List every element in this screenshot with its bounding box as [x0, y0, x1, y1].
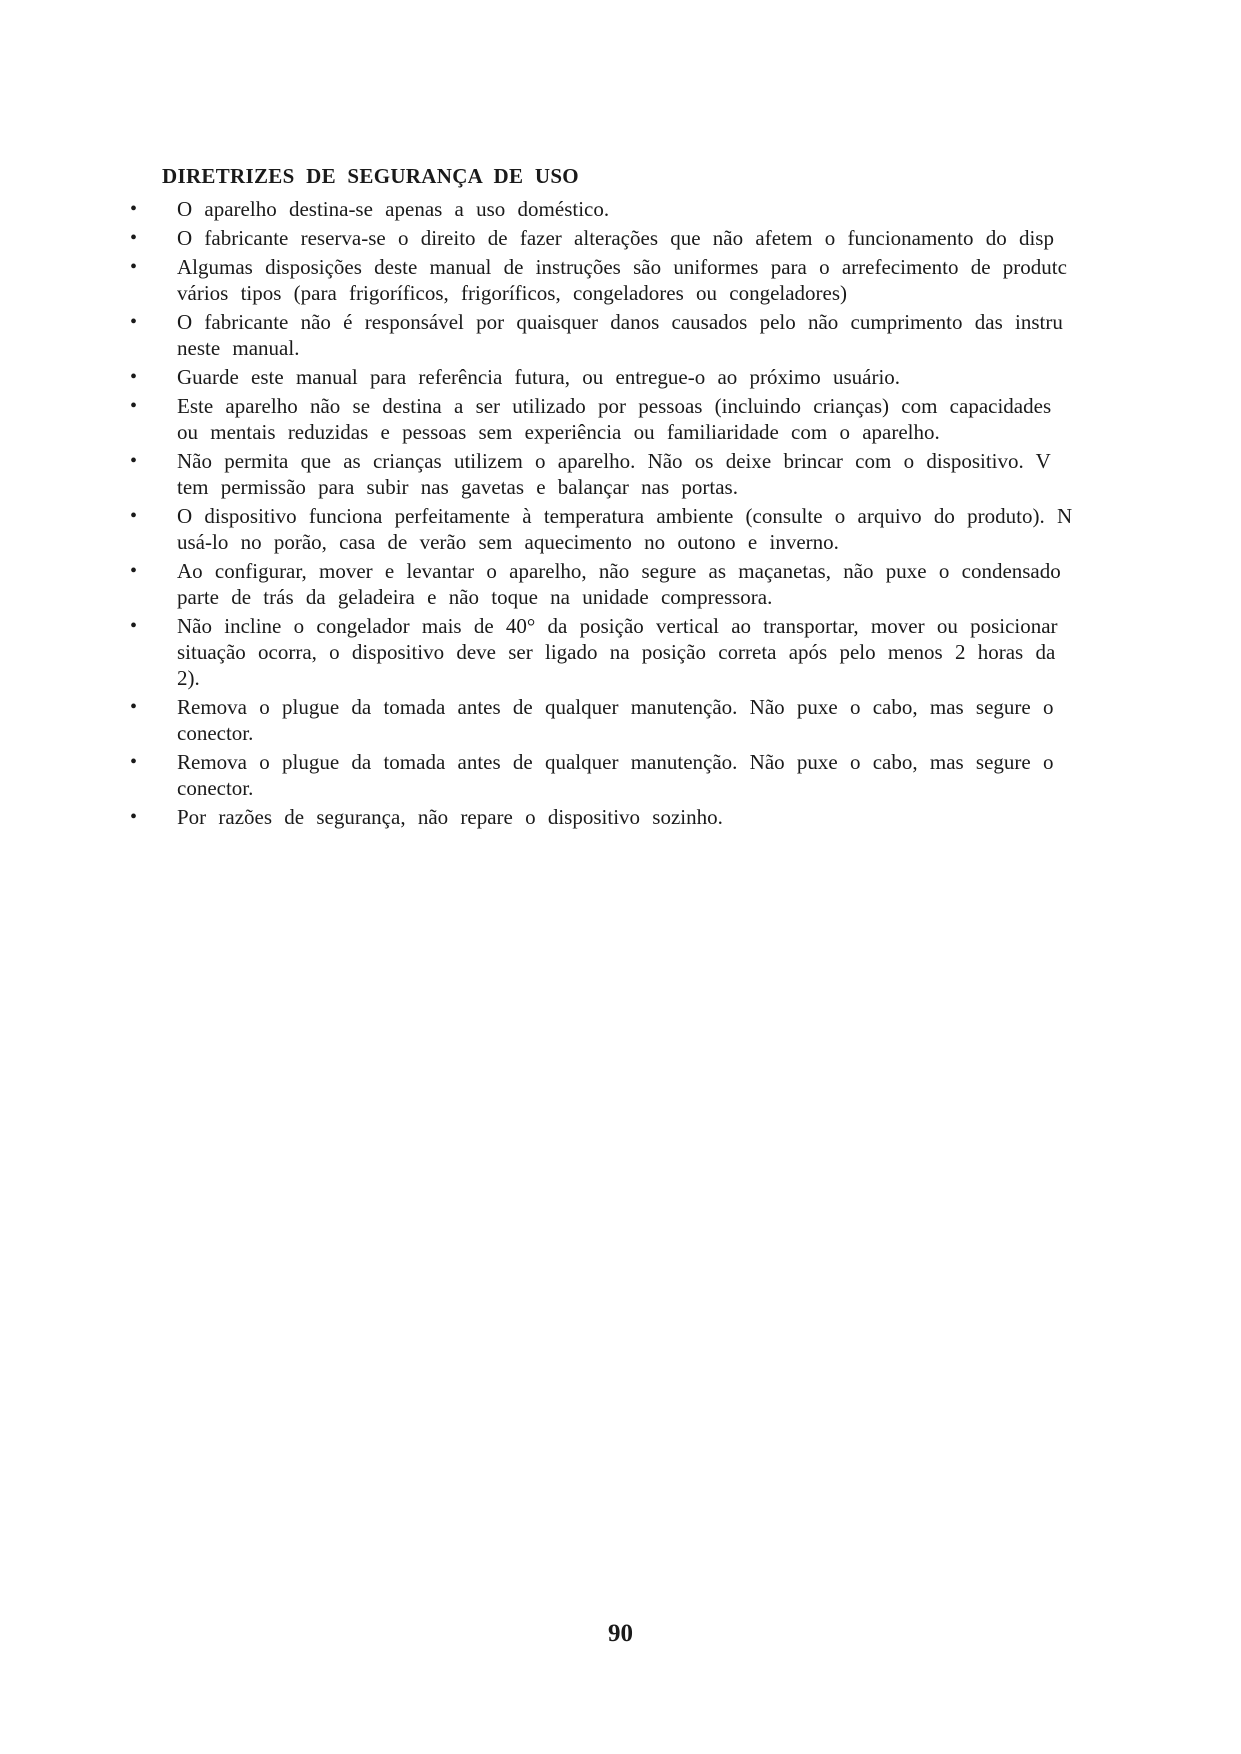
- bullet-icon: •: [130, 311, 138, 333]
- list-item-text: [177, 804, 1241, 830]
- bullet-icon: •: [130, 505, 138, 527]
- list-item-line: Remova o plugue da tomada antes de qualquer manutenção. Não puxe o cabo, mas segure o: [177, 750, 1054, 774]
- bullet-icon: •: [130, 615, 138, 637]
- safety-guidelines-list: [0, 196, 1241, 833]
- list-item-text: [177, 309, 1241, 361]
- list-item-text: [177, 558, 1241, 610]
- list-item: [0, 364, 1241, 390]
- list-item-line: Este aparelho não se destina a ser utilizado por pessoas (incluindo crianças) com capacidades: [177, 394, 1052, 418]
- bullet-icon: •: [130, 366, 138, 388]
- bullet-icon: •: [130, 450, 138, 472]
- list-item-line: usá-lo no porão, casa de verão sem aquecimento no outono e inverno.: [177, 530, 839, 554]
- list-item-line: O aparelho destina-se apenas a uso doméstico.: [177, 197, 610, 221]
- list-item-text: [177, 364, 1241, 390]
- list-item: [0, 309, 1241, 361]
- list-item-line: ou mentais reduzidas e pessoas sem experiência ou familiaridade com o aparelho.: [177, 420, 940, 444]
- section-heading: DIRETRIZES DE SEGURANÇA DE USO: [162, 164, 579, 188]
- list-item-line: Por razões de segurança, não repare o dispositivo sozinho.: [177, 805, 723, 829]
- bullet-icon: •: [130, 198, 138, 220]
- list-item-line: situação ocorra, o dispositivo deve ser ligado na posição correta após pelo menos 2 horas da: [177, 640, 1056, 664]
- list-item-line: O fabricante não é responsável por quaisquer danos causados pelo não cumprimento das instru: [177, 310, 1063, 334]
- list-item: [0, 254, 1241, 306]
- bullet-icon: •: [130, 227, 138, 249]
- list-item-line: 2).: [177, 666, 200, 690]
- list-item-line: Guarde este manual para referência futura, ou entregue-o ao próximo usuário.: [177, 365, 901, 389]
- list-item: [0, 694, 1241, 746]
- list-item-line: parte de trás da geladeira e não toque na unidade compressora.: [177, 585, 773, 609]
- list-item-line: O dispositivo funciona perfeitamente à temperatura ambiente (consulte o arquivo do produto). N: [177, 504, 1073, 528]
- list-item-line: Remova o plugue da tomada antes de qualquer manutenção. Não puxe o cabo, mas segure o: [177, 695, 1054, 719]
- page-number: 90: [608, 1620, 633, 1647]
- list-item: [0, 749, 1241, 801]
- list-item-text: [177, 225, 1241, 251]
- list-item-text: [177, 393, 1241, 445]
- list-item-line: vários tipos (para frigoríficos, frigoríficos, congeladores ou congeladores): [177, 281, 848, 305]
- list-item-line: tem permissão para subir nas gavetas e balançar nas portas.: [177, 475, 738, 499]
- bullet-icon: •: [130, 696, 138, 718]
- list-item-line: Não incline o congelador mais de 40° da posição vertical ao transportar, mover ou posicionar: [177, 614, 1058, 638]
- list-item-text: [177, 613, 1241, 691]
- bullet-icon: •: [130, 806, 138, 828]
- list-item-line: conector.: [177, 776, 254, 800]
- list-item-line: conector.: [177, 721, 254, 745]
- list-item-text: [177, 448, 1241, 500]
- list-item: [0, 448, 1241, 500]
- list-item-line: Não permita que as crianças utilizem o aparelho. Não os deixe brincar com o dispositivo. V: [177, 449, 1051, 473]
- list-item-line: O fabricante reserva-se o direito de fazer alterações que não afetem o funcionamento do disp: [177, 226, 1054, 250]
- list-item: [0, 503, 1241, 555]
- bullet-icon: •: [130, 751, 138, 773]
- list-item-text: [177, 694, 1241, 746]
- bullet-icon: •: [130, 395, 138, 417]
- list-item: [0, 393, 1241, 445]
- list-item-text: [177, 503, 1241, 555]
- list-item: [0, 558, 1241, 610]
- bullet-icon: •: [130, 256, 138, 278]
- list-item: [0, 225, 1241, 251]
- list-item-line: Algumas disposições deste manual de instruções são uniformes para o arrefecimento de produtc: [177, 255, 1067, 279]
- list-item: [0, 196, 1241, 222]
- list-item-text: [177, 749, 1241, 801]
- list-item: [0, 613, 1241, 691]
- list-item-text: [177, 254, 1241, 306]
- list-item: [0, 804, 1241, 830]
- bullet-icon: •: [130, 560, 138, 582]
- list-item-line: Ao configurar, mover e levantar o aparelho, não segure as maçanetas, não puxe o condensado: [177, 559, 1061, 583]
- list-item-line: neste manual.: [177, 336, 300, 360]
- list-item-text: [177, 196, 1241, 222]
